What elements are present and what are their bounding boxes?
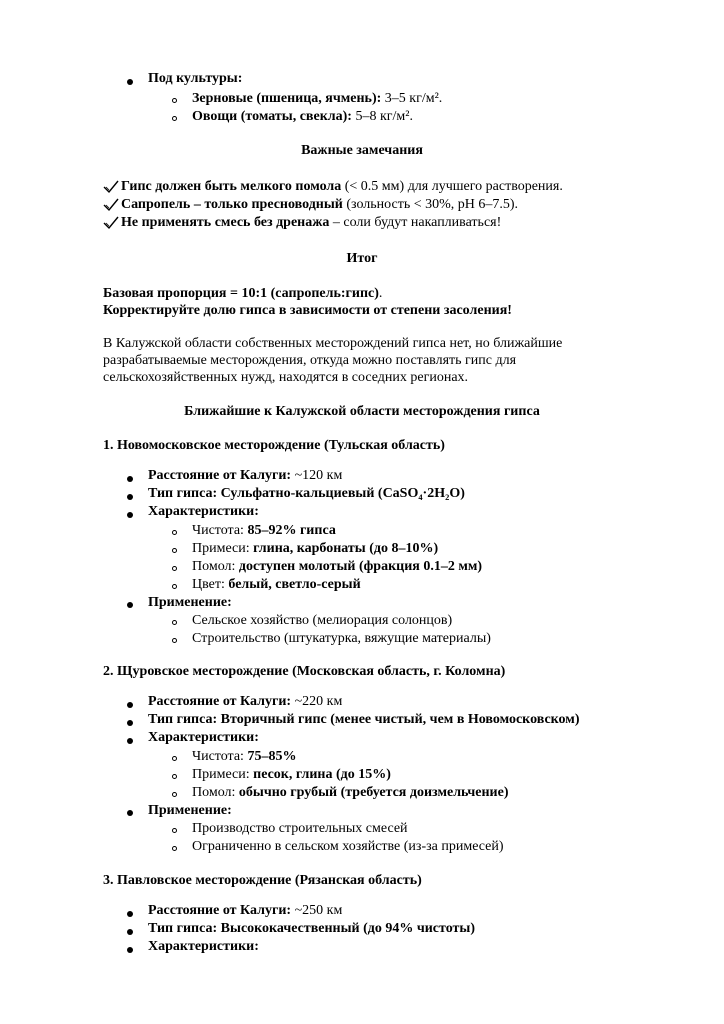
crops-label: Под культуры:: [148, 71, 243, 86]
deposit-chars-label: Характеристики:: [148, 730, 259, 745]
deposit-distance: Расстояние от Калуги: ~250 км: [148, 903, 343, 918]
deposit-char: Помол: обычно грубый (требуется доизмельчение): [192, 785, 509, 800]
deposit-char: Чистота: 85–92% гипса: [192, 523, 336, 538]
deposit-chars-label: Характеристики:: [148, 939, 259, 954]
intro-line: В Калужской области собственных месторождений гипса нет, но ближайшие: [103, 336, 563, 351]
bullet-icon: [127, 911, 133, 917]
deposit-type: Тип гипса: Высококачественный (до 94% чистоты): [148, 921, 476, 936]
deposits-title: Ближайшие к Калужской области месторождения гипса: [184, 404, 540, 419]
deposit-char: Примеси: песок, глина (до 15%): [192, 767, 391, 782]
bullet-icon: [127, 494, 133, 500]
summary-title: Итог: [346, 251, 378, 266]
bullet-icon: [127, 929, 133, 935]
circle-bullet-icon: [172, 792, 177, 797]
deposit-use: Сельское хозяйство (мелиорация солонцов): [192, 613, 453, 628]
circle-bullet-icon: [172, 828, 177, 833]
circle-bullet-icon: [172, 548, 177, 553]
deposit-heading: 1. Новомосковское месторождение (Тульская область): [103, 438, 445, 453]
circle-bullet-icon: [172, 638, 177, 643]
circle-bullet-icon: [172, 774, 177, 779]
deposit-char: Примеси: глина, карбонаты (до 8–10%): [192, 541, 439, 556]
deposit-heading: 3. Павловское месторождение (Рязанская область): [103, 873, 422, 888]
circle-bullet-icon: [172, 756, 177, 761]
crop-item: Овощи (томаты, свекла): 5–8 кг/м².: [192, 109, 413, 124]
checkmark-icon: [103, 216, 119, 230]
deposit-char: Помол: доступен молотый (фракция 0.1–2 мм): [192, 559, 483, 574]
deposit-type: Тип гипса: Сульфатно-кальциевый (CaSO₄·2H₂O): [148, 486, 465, 501]
bullet-icon: [127, 702, 133, 708]
deposit-use: Ограниченно в сельском хозяйстве (из-за примесей): [192, 839, 504, 854]
notes-title: Важные замечания: [301, 143, 423, 158]
bullet-icon: [127, 947, 133, 953]
bullet-icon: [127, 602, 133, 608]
bullet-icon: [127, 810, 133, 816]
bullet-icon: [127, 512, 133, 518]
deposit-use: Производство строительных смесей: [192, 821, 408, 836]
circle-bullet-icon: [172, 116, 177, 121]
note-item: Сапропель – только пресноводный (зольность < 30%, pH 6–7.5).: [121, 197, 519, 212]
checkmark-icon: [103, 180, 119, 194]
deposit-chars-label: Характеристики:: [148, 504, 259, 519]
summary-line: Корректируйте долю гипса в зависимости от степени засоления!: [103, 303, 512, 318]
crop-item: Зерновые (пшеница, ячмень): 3–5 кг/м².: [192, 91, 443, 106]
bullet-icon: [127, 476, 133, 482]
intro-line: сельскохозяйственных нужд, находятся в соседних регионах.: [103, 370, 469, 385]
summary-line: Базовая пропорция = 10:1 (сапропель:гипс).: [103, 286, 383, 301]
deposit-distance: Расстояние от Калуги: ~120 км: [148, 468, 343, 483]
bullet-icon: [127, 720, 133, 726]
circle-bullet-icon: [172, 98, 177, 103]
intro-line: разрабатываемые месторождения, откуда можно поставлять гипс для: [103, 353, 517, 368]
circle-bullet-icon: [172, 530, 177, 535]
deposit-use-label: Применение:: [148, 595, 232, 610]
circle-bullet-icon: [172, 620, 177, 625]
circle-bullet-icon: [172, 566, 177, 571]
checkmark-icon: [103, 198, 119, 212]
deposit-distance: Расстояние от Калуги: ~220 км: [148, 694, 343, 709]
deposit-heading: 2. Щуровское месторождение (Московская область, г. Коломна): [103, 664, 506, 679]
circle-bullet-icon: [172, 584, 177, 589]
bullet-icon: [127, 79, 133, 85]
bullet-icon: [127, 738, 133, 744]
deposit-char: Цвет: белый, светло-серый: [192, 577, 361, 592]
circle-bullet-icon: [172, 846, 177, 851]
note-item: Не применять смесь без дренажа – соли будут накапливаться!: [121, 215, 502, 230]
deposit-char: Чистота: 75–85%: [192, 749, 297, 764]
deposit-type: Тип гипса: Вторичный гипс (менее чистый, чем в Новомосковском): [148, 712, 580, 727]
deposit-use: Строительство (штукатурка, вяжущие материалы): [192, 631, 491, 646]
deposit-use-label: Применение:: [148, 803, 232, 818]
note-item: Гипс должен быть мелкого помола (< 0.5 мм) для лучшего растворения.: [121, 179, 563, 194]
